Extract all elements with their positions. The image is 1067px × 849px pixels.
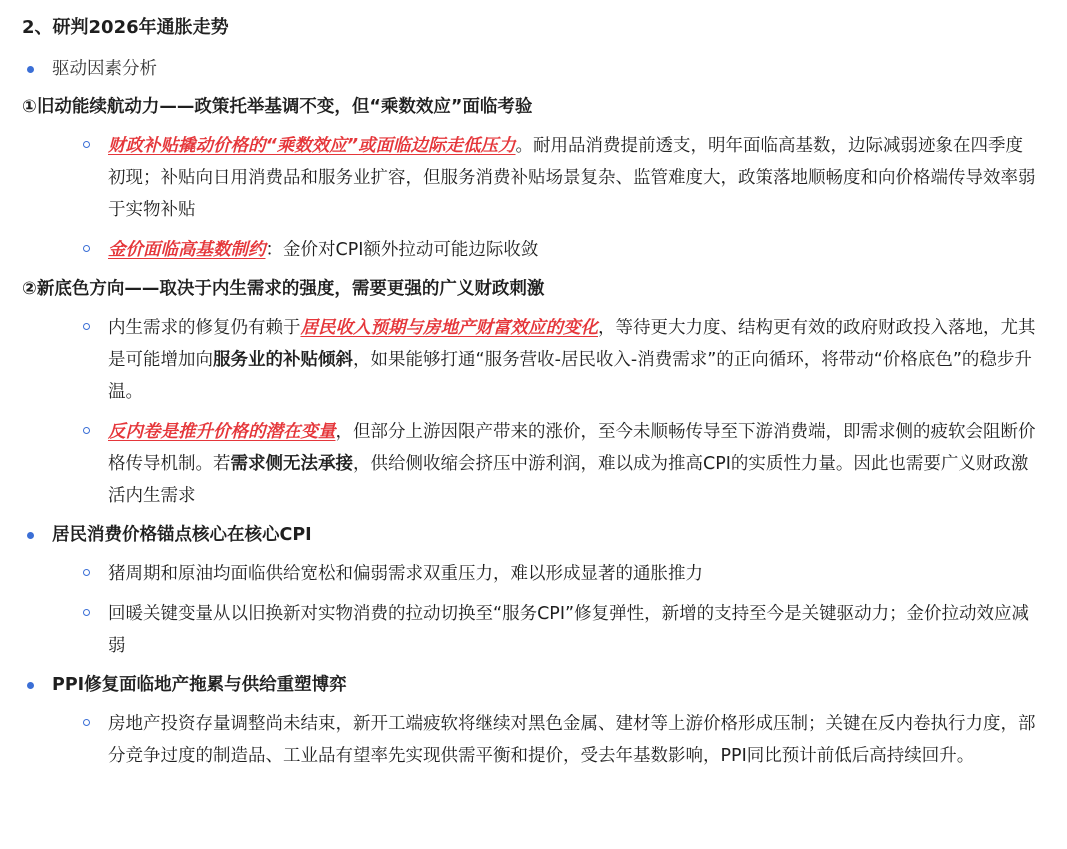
section2-title: ②新底色方向——取决于内生需求的强度，需要更强的广义财政刺激: [22, 279, 545, 299]
item-text: ，供给侧收缩会挤压中游利润，难以成为推高CPI的实质性力量。因此也需要广义财政激活内生需求: [108, 454, 1029, 506]
bullet-circle-icon: [78, 598, 108, 628]
item-text: 内生需求的修复仍有赖于: [108, 318, 301, 338]
highlight-text: 居民收入预期与房地产财富效应的变化: [300, 318, 598, 338]
bullet-drivers: [22, 54, 1047, 84]
bullet-dot-icon: [22, 520, 52, 550]
list-item: [78, 130, 1047, 226]
list-item: [78, 558, 1047, 590]
bold-text: 服务业的补贴倾斜: [213, 350, 353, 370]
ppi-title: PPI修复面临地产拖累与供给重塑博弈: [52, 675, 347, 695]
cpi-title: 居民消费价格锚点核心在核心CPI: [52, 525, 312, 545]
bold-text: 需求侧无法承接: [230, 454, 353, 474]
highlight-text: 金价面临高基数制约: [108, 240, 266, 260]
item-text: ，如果能够打通“服务营收-居民收入-消费需求”的正向循环，将带动“价格底色”的稳步升温。: [108, 350, 1032, 402]
highlight-text: 反内卷是推升价格的潜在变量: [108, 422, 336, 442]
item-text: 房地产投资存量调整尚未结束，新开工端疲软将继续对黑色金属、建材等上游价格形成压制；关键在反内卷执行力度，部分竞争过度的制造品、工业品有望率先实现供需平衡和提价，受去年基数影响，PPI同比预计前低后高持续回升。: [108, 714, 1036, 766]
item-text: 。耐用品消费提前透支，明年面临高基数，边际减弱迹象在四季度初现；补贴向日用消费品和服务业扩容，但服务消费补贴场景复杂、监管难度大，政策落地顺畅度和向价格端传导效率弱于实物补贴: [108, 136, 1036, 220]
item-text: 猪周期和原油均面临供给宽松和偏弱需求双重压力，难以形成显著的通胀推力: [108, 564, 703, 584]
section-heading: 2、研判2026年通胀走势: [22, 17, 229, 38]
bullet-circle-icon: [78, 416, 108, 446]
list-item: [78, 416, 1047, 512]
bullet-dot-icon: [22, 54, 52, 84]
highlight-text: 财政补贴撬动价格的“乘数效应”或面临边际走低压力: [108, 136, 516, 156]
drivers-label: 驱动因素分析: [52, 59, 157, 79]
item-text: 回暖关键变量从以旧换新对实物消费的拉动切换至“服务CPI”修复弹性，新增的支持至今是关键驱动力；金价拉动效应减弱: [108, 604, 1030, 656]
bullet-ppi: [22, 670, 1047, 700]
item-text: ，但部分上游因限产带来的涨价，至今未顺畅传导至下游消费端，即需求侧的疲软会阻断价格传导机制。若: [108, 422, 1036, 474]
bullet-circle-icon: [78, 234, 108, 264]
bullet-dot-icon: [22, 670, 52, 700]
list-item: [78, 598, 1047, 662]
bullet-circle-icon: [78, 130, 108, 160]
list-item: [78, 234, 1047, 266]
item-text: ：金价对CPI额外拉动可能边际收敛: [265, 240, 539, 260]
bullet-circle-icon: [78, 312, 108, 342]
list-item: [78, 708, 1047, 772]
item-text: ，等待更大力度、结构更有效的政府财政投入落地，尤其是可能增加向: [108, 318, 1036, 370]
section1-title: ①旧动能续航动力——政策托举基调不变，但“乘数效应”面临考验: [22, 97, 533, 117]
bullet-cpi: [22, 520, 1047, 550]
bullet-circle-icon: [78, 708, 108, 738]
bullet-circle-icon: [78, 558, 108, 588]
list-item: [78, 312, 1047, 408]
